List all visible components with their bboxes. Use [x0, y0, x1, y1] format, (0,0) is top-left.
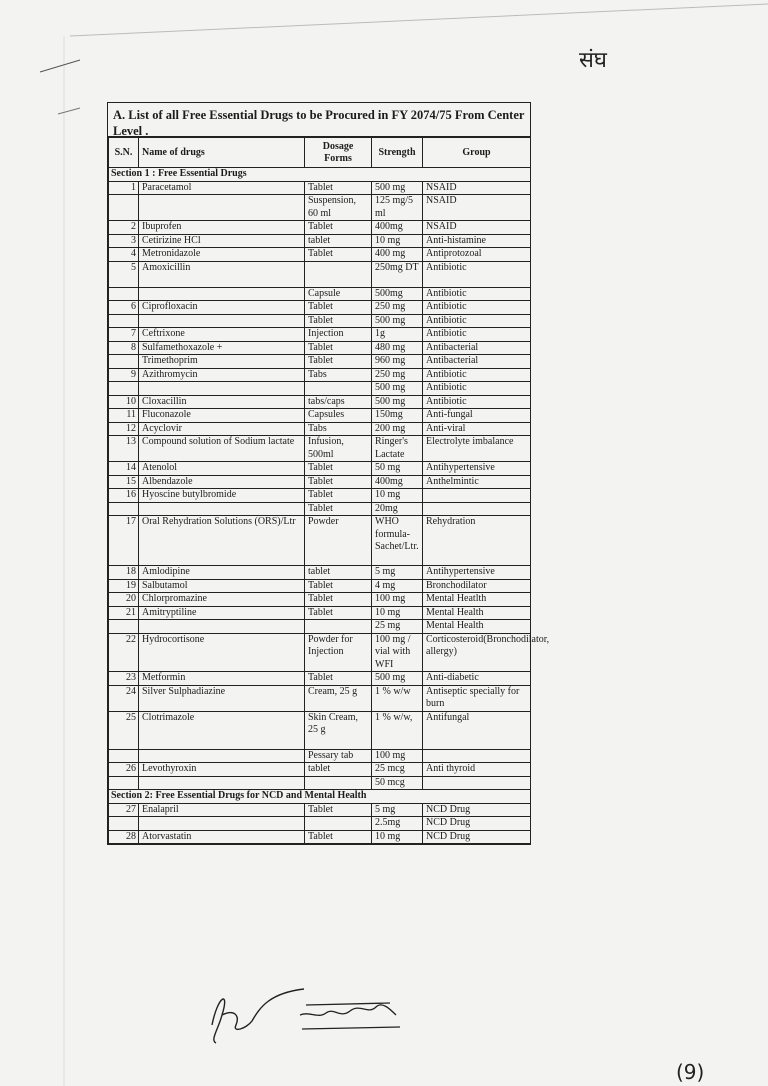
cell-sn	[109, 382, 139, 396]
table-row	[109, 248, 531, 262]
cell-dose: Infusion, 500ml	[305, 436, 372, 462]
cell-str: 10 mg	[372, 489, 423, 503]
cell-sn: 7	[109, 328, 139, 342]
cell-name: Enalapril	[139, 803, 305, 817]
table-row	[109, 763, 531, 777]
cell-name: Cloxacillin	[139, 395, 305, 409]
cell-str: 25 mcg	[372, 763, 423, 777]
cell-str: 4 mg	[372, 579, 423, 593]
cell-dose: Tablet	[305, 830, 372, 844]
cell-name: Atorvastatin	[139, 830, 305, 844]
cell-str: 250mg DT	[372, 261, 423, 287]
cell-dose: Tablet	[305, 475, 372, 489]
cell-str: 480 mg	[372, 341, 423, 355]
cell-name: Acyclovir	[139, 422, 305, 436]
cell-name	[139, 502, 305, 516]
cell-group: Antiseptic specially for burn	[423, 685, 531, 711]
cell-sn: 19	[109, 579, 139, 593]
cell-dose: Tablet	[305, 355, 372, 369]
cell-dose	[305, 776, 372, 790]
cell-str: 100 mg	[372, 593, 423, 607]
document-heading: A. List of all Free Essential Drugs to be Procured in FY 2074/75 From Center Level .	[108, 103, 530, 137]
cell-str: 2.5mg	[372, 817, 423, 831]
cell-sn: 5	[109, 261, 139, 287]
cell-dose: Suspension, 60 ml	[305, 195, 372, 221]
cell-dose: tablet	[305, 763, 372, 777]
cell-str: 400mg	[372, 221, 423, 235]
cell-name: Hyoscine butylbromide	[139, 489, 305, 503]
cell-name: Ibuprofen	[139, 221, 305, 235]
cell-dose: Tablet	[305, 489, 372, 503]
cell-dose: Capsule	[305, 287, 372, 301]
cell-str: 10 mg	[372, 234, 423, 248]
cell-dose: Tablet	[305, 606, 372, 620]
cell-name	[139, 620, 305, 634]
cell-sn	[109, 314, 139, 328]
section-1-label: Section 1 : Free Essential Drugs	[109, 168, 531, 182]
col-strength-header: Strength	[372, 138, 423, 168]
table-row	[109, 475, 531, 489]
cell-name: Albendazole	[139, 475, 305, 489]
cell-sn: 27	[109, 803, 139, 817]
table-row	[109, 328, 531, 342]
cell-name	[139, 314, 305, 328]
cell-sn	[109, 195, 139, 221]
cell-dose	[305, 382, 372, 396]
cell-name: Chlorpromazine	[139, 593, 305, 607]
table-row	[109, 395, 531, 409]
cell-name: Cetirizine HCl	[139, 234, 305, 248]
cell-str: Ringer's Lactate	[372, 436, 423, 462]
cell-dose: Tablet	[305, 672, 372, 686]
cell-group: Mental Health	[423, 620, 531, 634]
table-row	[109, 436, 531, 462]
table-row	[109, 817, 531, 831]
cell-str: 50 mcg	[372, 776, 423, 790]
table-row	[109, 368, 531, 382]
cell-sn: 4	[109, 248, 139, 262]
cell-sn: 3	[109, 234, 139, 248]
cell-str: 5 mg	[372, 566, 423, 580]
cell-group: NSAID	[423, 221, 531, 235]
cell-str: 1 % w/w,	[372, 711, 423, 749]
table-row	[109, 516, 531, 566]
cell-sn: 6	[109, 301, 139, 315]
cell-dose: Capsules	[305, 409, 372, 423]
table-row	[109, 462, 531, 476]
cell-group: Electrolyte imbalance	[423, 436, 531, 462]
cell-group: Antiprotozoal	[423, 248, 531, 262]
table-row	[109, 221, 531, 235]
cell-dose: Injection	[305, 328, 372, 342]
drug-table	[108, 137, 550, 844]
cell-name	[139, 195, 305, 221]
cell-dose: Tablet	[305, 341, 372, 355]
cell-sn: 12	[109, 422, 139, 436]
table-row	[109, 409, 531, 423]
cell-group: Anti thyroid	[423, 763, 531, 777]
table-row	[109, 422, 531, 436]
table-row	[109, 234, 531, 248]
cell-sn: 25	[109, 711, 139, 749]
cell-dose: Tabs	[305, 368, 372, 382]
cell-dose: tablet	[305, 566, 372, 580]
col-group-header: Group	[423, 138, 531, 168]
cell-sn: 15	[109, 475, 139, 489]
cell-str: 250 mg	[372, 368, 423, 382]
cell-group	[423, 489, 531, 503]
cell-dose: tabs/caps	[305, 395, 372, 409]
section-2-row	[109, 790, 531, 804]
cell-str: 25 mg	[372, 620, 423, 634]
cell-str: 500 mg	[372, 395, 423, 409]
table-row	[109, 672, 531, 686]
cell-group: NSAID	[423, 181, 531, 195]
col-dose-header: Dosage Forms	[305, 138, 372, 168]
cell-name: Hydrocortisone	[139, 633, 305, 672]
cell-group: NSAID	[423, 195, 531, 221]
cell-group: Antibiotic	[423, 287, 531, 301]
cell-name: Amitryptiline	[139, 606, 305, 620]
cell-sn: 20	[109, 593, 139, 607]
cell-group: Antibiotic	[423, 301, 531, 315]
cell-name: Atenolol	[139, 462, 305, 476]
cell-name	[139, 776, 305, 790]
cell-group: NCD Drug	[423, 817, 531, 831]
cell-sn: 24	[109, 685, 139, 711]
table-row	[109, 314, 531, 328]
table-row	[109, 685, 531, 711]
table-row	[109, 830, 531, 844]
cell-dose: Tablet	[305, 248, 372, 262]
page-number: (9)	[676, 1060, 705, 1084]
cell-name: Sulfamethoxazole +	[139, 341, 305, 355]
cell-str: 10 mg	[372, 606, 423, 620]
table-row	[109, 711, 531, 749]
table-row	[109, 749, 531, 763]
section-2-label: Section 2: Free Essential Drugs for NCD and Mental Health	[109, 790, 531, 804]
cell-dose: tablet	[305, 234, 372, 248]
table-row	[109, 593, 531, 607]
cell-sn	[109, 620, 139, 634]
cell-group: Antibiotic	[423, 382, 531, 396]
cell-group: Mental Heatlth	[423, 593, 531, 607]
cell-sn: 8	[109, 341, 139, 355]
cell-sn: 14	[109, 462, 139, 476]
cell-name: Clotrimazole	[139, 711, 305, 749]
cell-name: Levothyroxin	[139, 763, 305, 777]
cell-group: Antibiotic	[423, 261, 531, 287]
table-row	[109, 579, 531, 593]
cell-group: Anti-diabetic	[423, 672, 531, 686]
cell-str: 125 mg/5 ml	[372, 195, 423, 221]
cell-sn: 10	[109, 395, 139, 409]
cell-group: NCD Drug	[423, 803, 531, 817]
cell-dose: Powder for Injection	[305, 633, 372, 672]
cell-str: 960 mg	[372, 355, 423, 369]
cell-dose: Tablet	[305, 502, 372, 516]
cell-sn: 1	[109, 181, 139, 195]
section-1-row	[109, 168, 531, 182]
cell-name	[139, 382, 305, 396]
cell-name: Fluconazole	[139, 409, 305, 423]
cell-str: 100 mg	[372, 749, 423, 763]
cell-str: 150mg	[372, 409, 423, 423]
cell-group: Antihypertensive	[423, 566, 531, 580]
cell-group: Anti-viral	[423, 422, 531, 436]
cell-sn	[109, 287, 139, 301]
cell-name: Azithromycin	[139, 368, 305, 382]
cell-dose	[305, 817, 372, 831]
table-row	[109, 566, 531, 580]
cell-group: Mental Health	[423, 606, 531, 620]
col-sn-header: S.N.	[109, 138, 139, 168]
cell-name: Paracetamol	[139, 181, 305, 195]
cell-dose: Tablet	[305, 181, 372, 195]
cell-sn: 17	[109, 516, 139, 566]
cell-str: 200 mg	[372, 422, 423, 436]
cell-sn: 22	[109, 633, 139, 672]
cell-str: WHO formula-Sachet/Ltr.	[372, 516, 423, 566]
cell-str: 400mg	[372, 475, 423, 489]
cell-dose: Tablet	[305, 579, 372, 593]
table-row	[109, 261, 531, 287]
cell-sn: 11	[109, 409, 139, 423]
table-row	[109, 287, 531, 301]
cell-group: Antibacterial	[423, 355, 531, 369]
cell-group: NCD Drug	[423, 830, 531, 844]
cell-sn: 26	[109, 763, 139, 777]
cell-str: 5 mg	[372, 803, 423, 817]
cell-name: Ciprofloxacin	[139, 301, 305, 315]
cell-sn: 13	[109, 436, 139, 462]
cell-str: 500 mg	[372, 672, 423, 686]
cell-group: Anti-fungal	[423, 409, 531, 423]
section-1-body	[109, 168, 550, 790]
cell-dose: Tablet	[305, 314, 372, 328]
cell-name: Amlodipine	[139, 566, 305, 580]
cell-dose: Tablet	[305, 803, 372, 817]
cell-dose: Tabs	[305, 422, 372, 436]
cell-name: Silver Sulphadiazine	[139, 685, 305, 711]
cell-str: 400 mg	[372, 248, 423, 262]
table-row	[109, 606, 531, 620]
cell-group: Antibiotic	[423, 368, 531, 382]
cell-group: Antifungal	[423, 711, 531, 749]
cell-sn: 23	[109, 672, 139, 686]
table-row	[109, 502, 531, 516]
cell-sn: 2	[109, 221, 139, 235]
cell-sn: 18	[109, 566, 139, 580]
cell-dose	[305, 620, 372, 634]
cell-dose: Tablet	[305, 301, 372, 315]
cell-name	[139, 817, 305, 831]
table-row	[109, 195, 531, 221]
table-row	[109, 355, 531, 369]
cell-str: 10 mg	[372, 830, 423, 844]
cell-sn: 16	[109, 489, 139, 503]
cell-group: Antibiotic	[423, 314, 531, 328]
cell-group	[423, 749, 531, 763]
table-row	[109, 776, 531, 790]
handwritten-signature	[200, 985, 420, 1045]
cell-str: 1 % w/w	[372, 685, 423, 711]
cell-dose: Cream, 25 g	[305, 685, 372, 711]
cell-sn	[109, 817, 139, 831]
cell-str: 500 mg	[372, 314, 423, 328]
cell-str: 500mg	[372, 287, 423, 301]
cell-group: Antibiotic	[423, 328, 531, 342]
cell-group: Antibiotic	[423, 395, 531, 409]
table-row	[109, 301, 531, 315]
cell-name: Ceftrixone	[139, 328, 305, 342]
cell-str: 500 mg	[372, 181, 423, 195]
cell-sn: 21	[109, 606, 139, 620]
table-row	[109, 620, 531, 634]
cell-group: Rehydration	[423, 516, 531, 566]
cell-sn	[109, 355, 139, 369]
cell-group: Anthelmintic	[423, 475, 531, 489]
cell-sn	[109, 502, 139, 516]
cell-name: Compound solution of Sodium lactate	[139, 436, 305, 462]
table-row	[109, 803, 531, 817]
cell-name: Trimethoprim	[139, 355, 305, 369]
cell-group: Anti-histamine	[423, 234, 531, 248]
table-row	[109, 181, 531, 195]
cell-group: Bronchodilator	[423, 579, 531, 593]
cell-dose: Tablet	[305, 593, 372, 607]
cell-dose	[305, 261, 372, 287]
table-row	[109, 341, 531, 355]
cell-dose: Skin Cream, 25 g	[305, 711, 372, 749]
cell-str: 500 mg	[372, 382, 423, 396]
cell-str: 100 mg / vial with WFI	[372, 633, 423, 672]
table-row	[109, 382, 531, 396]
table-header-row	[109, 138, 531, 168]
cell-sn: 9	[109, 368, 139, 382]
cell-name: Salbutamol	[139, 579, 305, 593]
cell-dose: Tablet	[305, 462, 372, 476]
cell-sn	[109, 776, 139, 790]
cell-name	[139, 287, 305, 301]
cell-str: 20mg	[372, 502, 423, 516]
table-row	[109, 489, 531, 503]
drug-list-table-frame	[107, 102, 550, 845]
table-row	[109, 633, 531, 672]
cell-name: Metronidazole	[139, 248, 305, 262]
cell-group: Antibacterial	[423, 341, 531, 355]
cell-str: 50 mg	[372, 462, 423, 476]
cell-name: Metformin	[139, 672, 305, 686]
cell-dose: Pessary tab	[305, 749, 372, 763]
cell-str: 1g	[372, 328, 423, 342]
cell-dose: Tablet	[305, 221, 372, 235]
cell-group: Corticosteroid(Bronchodilator, allergy)	[423, 633, 531, 672]
cell-group	[423, 776, 531, 790]
corner-mark: संघ	[579, 48, 607, 73]
col-name-header: Name of drugs	[139, 138, 305, 168]
cell-name: Amoxicillin	[139, 261, 305, 287]
cell-name	[139, 749, 305, 763]
section-2-body	[109, 790, 531, 844]
cell-dose: Powder	[305, 516, 372, 566]
cell-name: Oral Rehydration Solutions (ORS)/Ltr	[139, 516, 305, 566]
cell-group	[423, 502, 531, 516]
cell-str: 250 mg	[372, 301, 423, 315]
cell-sn	[109, 749, 139, 763]
cell-sn: 28	[109, 830, 139, 844]
cell-group: Antihypertensive	[423, 462, 531, 476]
